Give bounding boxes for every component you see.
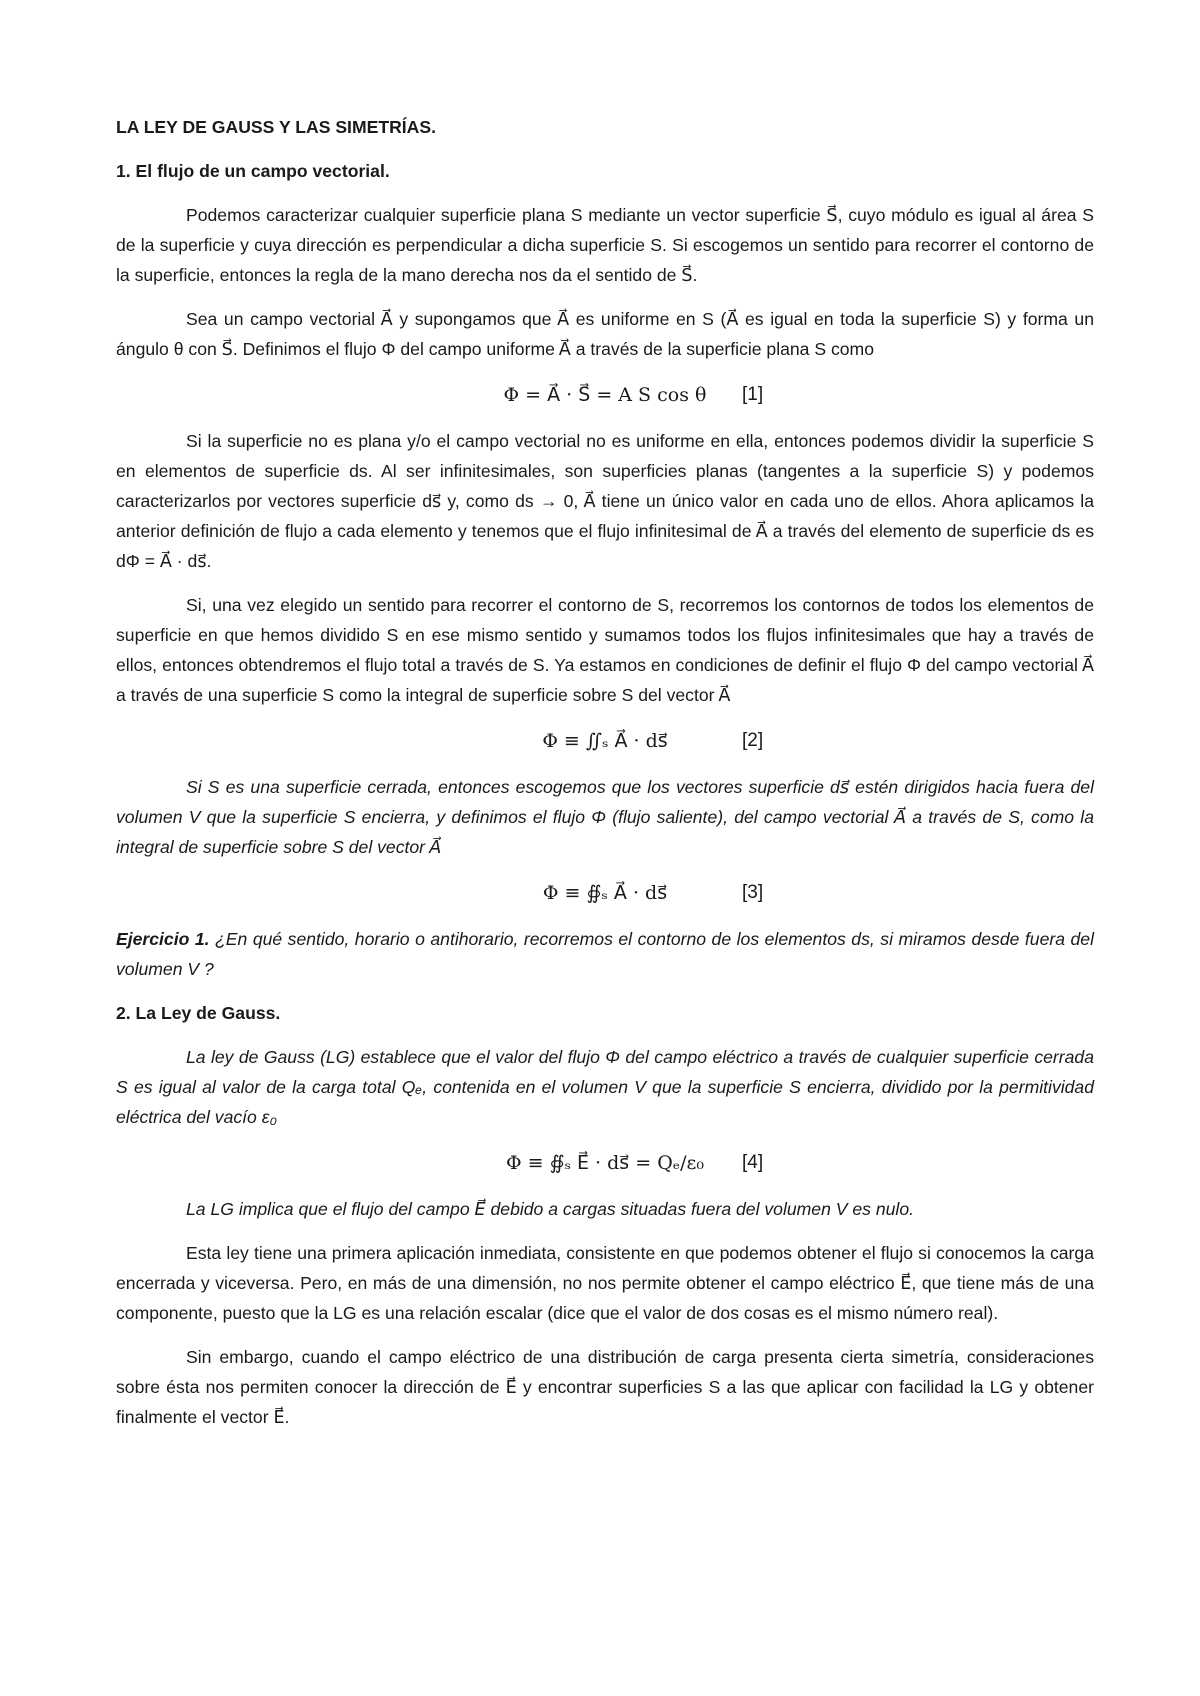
section-1-paragraph-1: Podemos caracterizar cualquier superficie plana S mediante un vector superficie S⃗, cuyo módulo es igual al área S de la superficie y cuya dirección es perpendicular a dicha superficie S. Si escogemos un sentido para recorrer el contorno de la superficie, entonces la regla de la mano derecha nos da el sentido de S⃗.	[116, 205, 1094, 285]
section-1-paragraph-2: Sea un campo vectorial A⃗ y supongamos que A⃗ es uniforme en S (A⃗ es igual en toda la superficie S) y forma un ángulo θ con S⃗. Definimos el flujo Φ del campo uniforme A⃗ a través de la superficie plana S como	[116, 309, 1094, 359]
equation-1-expression: Φ = A⃗ · S⃗ = A S cos θ	[503, 384, 707, 406]
section-2-paragraph-1: La ley de Gauss (LG) establece que el valor del flujo Φ del campo eléctrico a través de cualquier superficie cerrada S es igual al valor de la carga total Qₑ, contenida en el volumen V que la superficie S encierra, dividido por la permitividad eléctrica del vacío ε₀	[116, 1047, 1094, 1127]
section-1-paragraph-5: Si S es una superficie cerrada, entonces escogemos que los vectores superficie ds⃗ estén dirigidos hacia fuera del volumen V que la superficie S encierra, y definimos el flujo Φ (flujo saliente), del campo vectorial A⃗ a través de S, como la integral de superficie sobre S del vector A⃗	[116, 777, 1094, 857]
equation-4-expression: Φ ≡ ∯ₛ E⃗ · ds⃗ = Qₑ/ε₀	[506, 1152, 704, 1174]
equation-4	[116, 1146, 1094, 1180]
equation-2-number: [2]	[742, 730, 764, 751]
section-2-heading: 2. La Ley de Gauss.	[116, 1003, 281, 1023]
equation-3-expression: Φ ≡ ∯ₛ A⃗ · ds⃗	[542, 882, 668, 904]
equation-3-number: [3]	[742, 882, 764, 903]
exercise-1	[116, 924, 1094, 984]
section-1-heading: 1. El flujo de un campo vectorial.	[116, 161, 390, 181]
document-body	[116, 112, 1094, 1446]
exercise-1-label: Ejercicio 1.	[116, 929, 210, 949]
section-1-paragraph-4: Si, una vez elegido un sentido para recorrer el contorno de S, recorremos los contornos de todos los elementos de superficie en que hemos dividido S en ese mismo sentido y sumamos todos los flujos infinitesimales que hay a través de ellos, entonces obtendremos el flujo total a través de S. Ya estamos en condiciones de definir el flujo Φ del campo vectorial A⃗ a través de una superficie S como la integral de superficie sobre S del vector A⃗	[116, 595, 1094, 705]
document-title: LA LEY DE GAUSS Y LAS SIMETRÍAS.	[116, 117, 437, 137]
equation-2	[116, 724, 1094, 758]
equation-4-number: [4]	[742, 1152, 764, 1173]
section-2-paragraph-3: Esta ley tiene una primera aplicación inmediata, consistente en que podemos obtener el flujo si conocemos la carga encerrada y viceversa. Pero, en más de una dimensión, no nos permite obtener el campo eléctrico E⃗, que tiene más de una componente, puesto que la LG es una relación escalar (dice que el valor de dos cosas es el mismo número real).	[116, 1243, 1094, 1323]
equation-1-number: [1]	[742, 384, 764, 405]
equation-2-expression: Φ ≡ ∬ₛ A⃗ · ds⃗	[542, 730, 668, 752]
exercise-1-text: ¿En qué sentido, horario o antihorario, recorremos el contorno de los elementos ds, si miramos desde fuera del volumen V ?	[116, 929, 1094, 979]
section-1-paragraph-3: Si la superficie no es plana y/o el campo vectorial no es uniforme en ella, entonces podemos dividir la superficie S en elementos de superficie ds. Al ser infinitesimales, son superficies planas (tangentes a la superficie S) y podemos caracterizarlos por vectores superficie ds⃗ y, como ds → 0, A⃗ tiene un único valor en cada uno de ellos. Ahora aplicamos la anterior definición de flujo a cada elemento y tenemos que el flujo infinitesimal de A⃗ a través del elemento de superficie ds es dΦ = A⃗ · ds⃗.	[116, 431, 1094, 571]
section-2-paragraph-4: Sin embargo, cuando el campo eléctrico de una distribución de carga presenta cierta simetría, consideraciones sobre ésta nos permiten conocer la dirección de E⃗ y encontrar superficies S a las que aplicar con facilidad la LG y obtener finalmente el vector E⃗.	[116, 1347, 1094, 1427]
section-2-paragraph-2: La LG implica que el flujo del campo E⃗ debido a cargas situadas fuera del volumen V es nulo.	[186, 1199, 915, 1219]
equation-1	[116, 378, 1094, 412]
equation-3	[116, 876, 1094, 910]
